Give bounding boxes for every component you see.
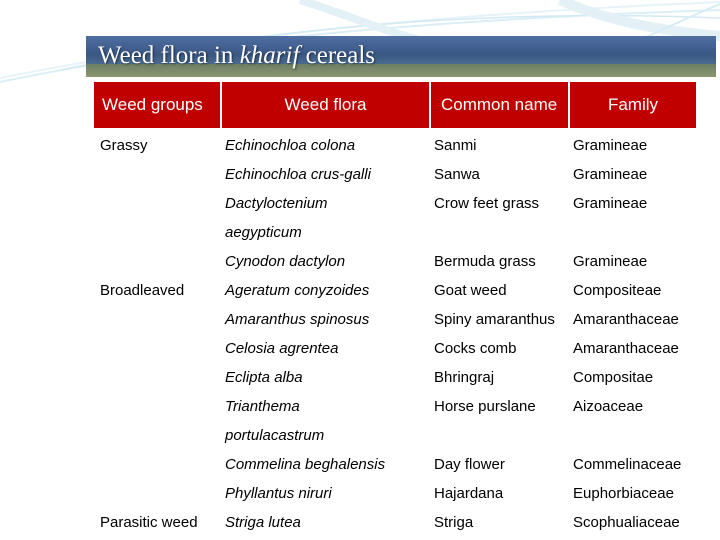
cell-family: Scophualiaceae (573, 514, 680, 531)
cell-weed-flora (221, 128, 430, 160)
table-row (94, 508, 696, 537)
weed-flora-line: portulacastrum (225, 427, 325, 444)
table-row (94, 450, 696, 479)
header-weed-flora: Weed flora (221, 82, 430, 128)
cell-common-name: Bermuda grass (434, 253, 536, 270)
cell-common-name: Cocks comb (434, 340, 517, 357)
cell-weed-group: Parasitic weed (100, 514, 198, 531)
table-row (94, 479, 696, 508)
cell-family: Gramineae (573, 166, 648, 183)
cell-weed-group (94, 189, 221, 247)
cell-weed-flora (221, 160, 430, 189)
cell-weed-group: Grassy (100, 137, 148, 154)
cell-common-name: Sanmi (434, 137, 477, 154)
weed-flora-line: Dactyloctenium (225, 195, 328, 212)
cell-weed-group (94, 450, 221, 479)
cell-family: Aizoaceae (573, 398, 644, 415)
cell-weed-flora (221, 334, 430, 363)
cell-weed-flora (221, 450, 430, 479)
table-header-row (94, 82, 696, 128)
cell-weed-flora (221, 363, 430, 392)
cell-common-name: Spiny amaranthus (434, 311, 555, 328)
cell-family: Gramineae (573, 137, 648, 154)
cell-weed-group (94, 160, 221, 189)
cell-common-name: Horse purslane (434, 398, 536, 415)
cell-weed-flora (221, 247, 430, 276)
cell-family: Commelinaceae (573, 456, 682, 473)
slide-title (98, 42, 375, 70)
cell-family: Compositeae (573, 282, 662, 299)
weed-flora-line: Trianthema (225, 398, 300, 415)
cell-family: Euphorbiaceae (573, 485, 674, 502)
weed-flora-line: Eclipta alba (225, 369, 303, 386)
cell-weed-flora (221, 276, 430, 305)
cell-weed-flora (221, 305, 430, 334)
cell-common-name: Sanwa (434, 166, 480, 183)
cell-common-name: Day flower (434, 456, 505, 473)
table-row (94, 392, 696, 450)
weed-flora-line: Phyllantus niruri (225, 485, 332, 502)
cell-weed-group (94, 479, 221, 508)
table-row (94, 189, 696, 247)
cell-family: Gramineae (573, 195, 648, 212)
slide-title-end: cereals (299, 42, 376, 69)
cell-weed-group (94, 334, 221, 363)
cell-common-name: Goat weed (434, 282, 507, 299)
table-row (94, 247, 696, 276)
cell-weed-group (94, 305, 221, 334)
weed-flora-table (94, 82, 696, 537)
title-banner (86, 36, 716, 77)
cell-weed-flora (221, 479, 430, 508)
cell-weed-flora (221, 392, 430, 450)
slide-title-emphasis: kharif (239, 42, 300, 69)
cell-family: Amaranthaceae (573, 311, 679, 328)
cell-weed-group (94, 392, 221, 450)
slide-title-start: Weed flora in (98, 42, 240, 69)
cell-common-name: Crow feet grass (434, 195, 540, 212)
table-row (94, 160, 696, 189)
header-common-name: Common name (430, 82, 569, 128)
weed-flora-line: Celosia agrentea (225, 340, 339, 357)
cell-common-name: Bhringraj (434, 369, 495, 386)
weed-flora-line: Amaranthus spinosus (225, 311, 370, 328)
weed-flora-line: Striga lutea (225, 514, 301, 531)
cell-family: Compositae (573, 369, 654, 386)
weed-flora-line: Commelina beghalensis (225, 456, 386, 473)
cell-weed-group: Broadleaved (100, 282, 185, 299)
header-weed-groups: Weed groups (94, 82, 221, 128)
cell-common-name: Hajardana (434, 485, 504, 502)
cell-common-name: Striga (434, 514, 474, 531)
table-body (94, 128, 696, 537)
weed-flora-line: Cynodon dactylon (225, 253, 346, 270)
cell-weed-group (94, 247, 221, 276)
cell-family: Amaranthaceae (573, 340, 679, 357)
weed-flora-line: Ageratum conyzoides (225, 282, 370, 299)
table-row (94, 276, 696, 305)
weed-flora-line: Echinochloa colona (225, 137, 356, 154)
table-row (94, 363, 696, 392)
weed-flora-line: Echinochloa crus-galli (225, 166, 371, 183)
header-family: Family (569, 82, 696, 128)
cell-family: Gramineae (573, 253, 648, 270)
table-row (94, 305, 696, 334)
table-row (94, 334, 696, 363)
cell-weed-group (94, 363, 221, 392)
cell-weed-flora (221, 508, 430, 537)
weed-flora-line: aegypticum (225, 224, 302, 241)
cell-weed-flora (221, 189, 430, 247)
table-row (94, 128, 696, 160)
